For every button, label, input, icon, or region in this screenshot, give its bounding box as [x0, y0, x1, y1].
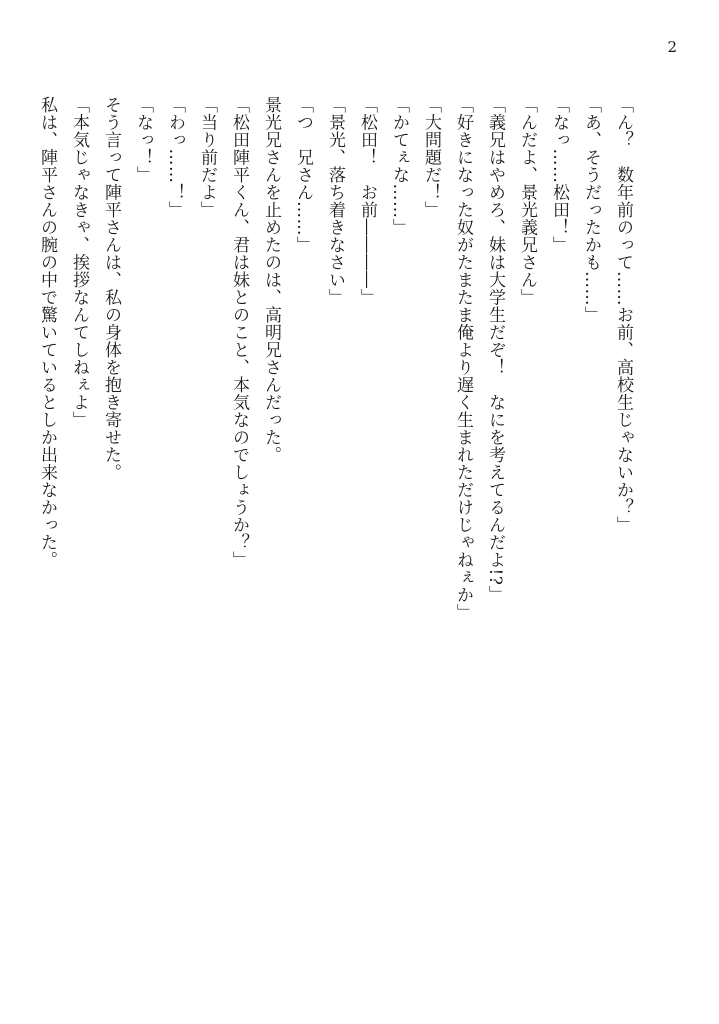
text-line: 「つ 兄さん……」 — [293, 96, 313, 254]
text-line: 「なっ！」 — [133, 96, 153, 184]
text-line: そう言って陣平さんは、私の身体を抱き寄せた。 — [101, 96, 121, 481]
text-line: 「松田陣平くん、君は妹とのこと、本気なのでしょうか？」 — [229, 96, 249, 569]
text-line: 「好きになった奴がたまたま俺より遅く生まれただけじゃねぇか」 — [453, 96, 473, 621]
text-line: 「義兄はやめろ、妹は大学生だぞ！ なにを考えてるんだよ!?」 — [485, 96, 505, 603]
text-line: 「あ、そうだったかも……」 — [581, 96, 601, 324]
text-line: 「本気じゃなきゃ、挨拶なんてしねぇよ」 — [69, 96, 89, 429]
text-line: 「かてぇな……」 — [389, 96, 409, 236]
text-line: 私は、陣平さんの腕の中で驚いているとしか出来なかった。 — [37, 96, 57, 569]
page-number: 2 — [667, 38, 677, 56]
text-line: 「大問題だ！」 — [421, 96, 441, 219]
text-line: 「景光、落ち着きなさい」 — [325, 96, 345, 306]
text-line: 「わっ……！」 — [165, 96, 185, 219]
body-text — [31, 96, 639, 656]
text-line: 「んだよ、景光義兄さん」 — [517, 96, 537, 306]
text-line: 「なっ……松田！」 — [549, 96, 569, 254]
text-line: 「ん？ 数年前のって……お前、高校生じゃないか？」 — [613, 96, 633, 534]
text-line: 景光兄さんを止めたのは、高明兄さんだった。 — [261, 96, 281, 464]
text-line: 「当り前だよ」 — [197, 96, 217, 219]
text-line: 「松田！ お前――――」 — [357, 96, 377, 306]
